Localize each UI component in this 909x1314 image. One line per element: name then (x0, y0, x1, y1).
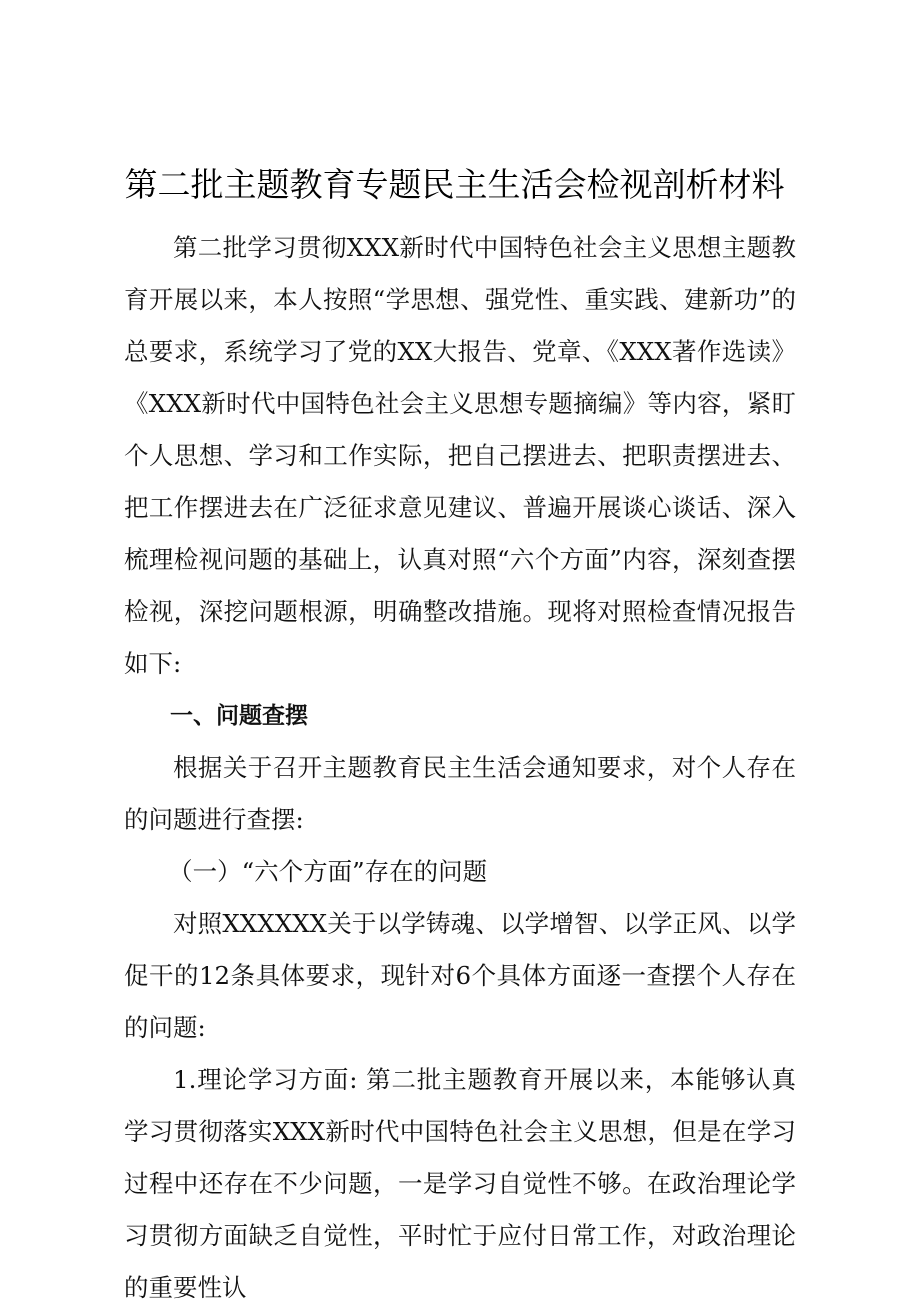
requirements-paragraph: 对照XXXXXX关于以学铸魂、以学增智、以学正风、以学促干的12条具体要求，现针对6个具体方面逐一查摆个人存在的问题: (124, 909, 796, 1042)
theory-study-paragraph: 1.理论学习方面: 第二批主题教育开展以来，本能够认真学习贯彻落实XXX新时代中国特色社会主义思想，但是在学习过程中还存在不少问题，一是学习自觉性不够。在政治理论学习贯彻方面缺乏自觉性，平时忙于应付日常工作，对政治理论的重要性认 (124, 1065, 796, 1302)
section-heading: 一、问题查摆 (170, 703, 308, 729)
subsection-heading: （一）“六个方面”存在的问题 (168, 857, 488, 886)
section-intro-paragraph: 根据关于召开主题教育民主生活会通知要求，对个人存在的问题进行查摆: (124, 753, 796, 834)
document-title: 第二批主题教育专题民主生活会检视剖析材料 (124, 165, 785, 204)
document-body (124, 222, 796, 1314)
intro-paragraph: 第二批学习贯彻XXX新时代中国特色社会主义思想主题教育开展以来，本人按照“学思想、强党性、重实践、建新功”的总要求，系统学习了党的XX大报告、党章、《XXX著作选读》《XXX新时代中国特色社会主义思想专题摘编》等内容，紧盯个人思想、学习和工作实际，把自己摆进去、把职责摆进去、把工作摆进去在广泛征求意见建议、普遍开展谈心谈话、深入梳理检视问题的基础上，认真对照“六个方面”内容，深刻查摆检视，深挖问题根源，明确整改措施。现将对照检查情况报告如下: (124, 233, 796, 678)
